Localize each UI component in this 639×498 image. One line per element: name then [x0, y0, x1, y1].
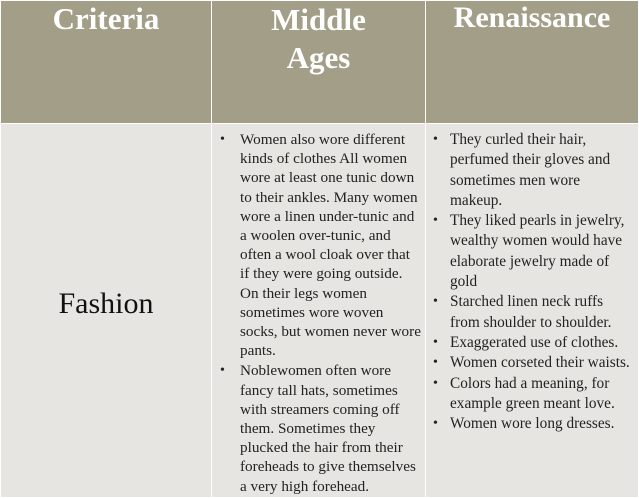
- renaissance-item: • They liked pearls in jewelry, wealthy women would have elaborate jewelry made of gold: [426, 211, 634, 292]
- middle-ages-item: • Noblewomen often wore fancy tall hats, sometimes with streamers coming off them. Sometimes they plucked the hair from their foreheads to give themselves a very high forehead.: [212, 361, 421, 495]
- header-middle-ages-label: Middle Ages: [271, 2, 366, 75]
- renaissance-item: • Women wore long dresses.: [426, 414, 634, 434]
- renaissance-list: [426, 124, 638, 434]
- header-middle-ages: [212, 1, 426, 124]
- renaissance-item: • Exaggerated use of clothes.: [426, 333, 634, 353]
- body-row-fashion: [1, 124, 639, 498]
- header-criteria: Criteria: [1, 1, 212, 124]
- criteria-fashion: Fashion: [58, 287, 154, 321]
- renaissance-item: • Starched linen neck ruffs from shoulder to shoulder.: [426, 292, 634, 333]
- renaissance-item: • They curled their hair, perfumed their gloves and sometimes men wore makeup.: [426, 130, 634, 211]
- cell-middle-ages: [212, 124, 426, 498]
- header-row: [1, 1, 639, 124]
- renaissance-item: • Women corseted their waists.: [426, 353, 634, 373]
- header-renaissance: Renaissance: [426, 1, 639, 124]
- cell-criteria: [1, 124, 212, 498]
- middle-ages-list: [212, 124, 425, 496]
- renaissance-item: • Colors had a meaning, for example green meant love.: [426, 374, 634, 415]
- middle-ages-item: • Women also wore different kinds of clothes All women wore at least one tunic down to their ankles. Many women wore a linen under-tunic and a woolen over-tunic, and often a wool cloak over that if they were going outside. On their legs women sometimes wore woven socks, but women never wore pants.: [212, 130, 421, 360]
- cell-renaissance: [426, 124, 639, 498]
